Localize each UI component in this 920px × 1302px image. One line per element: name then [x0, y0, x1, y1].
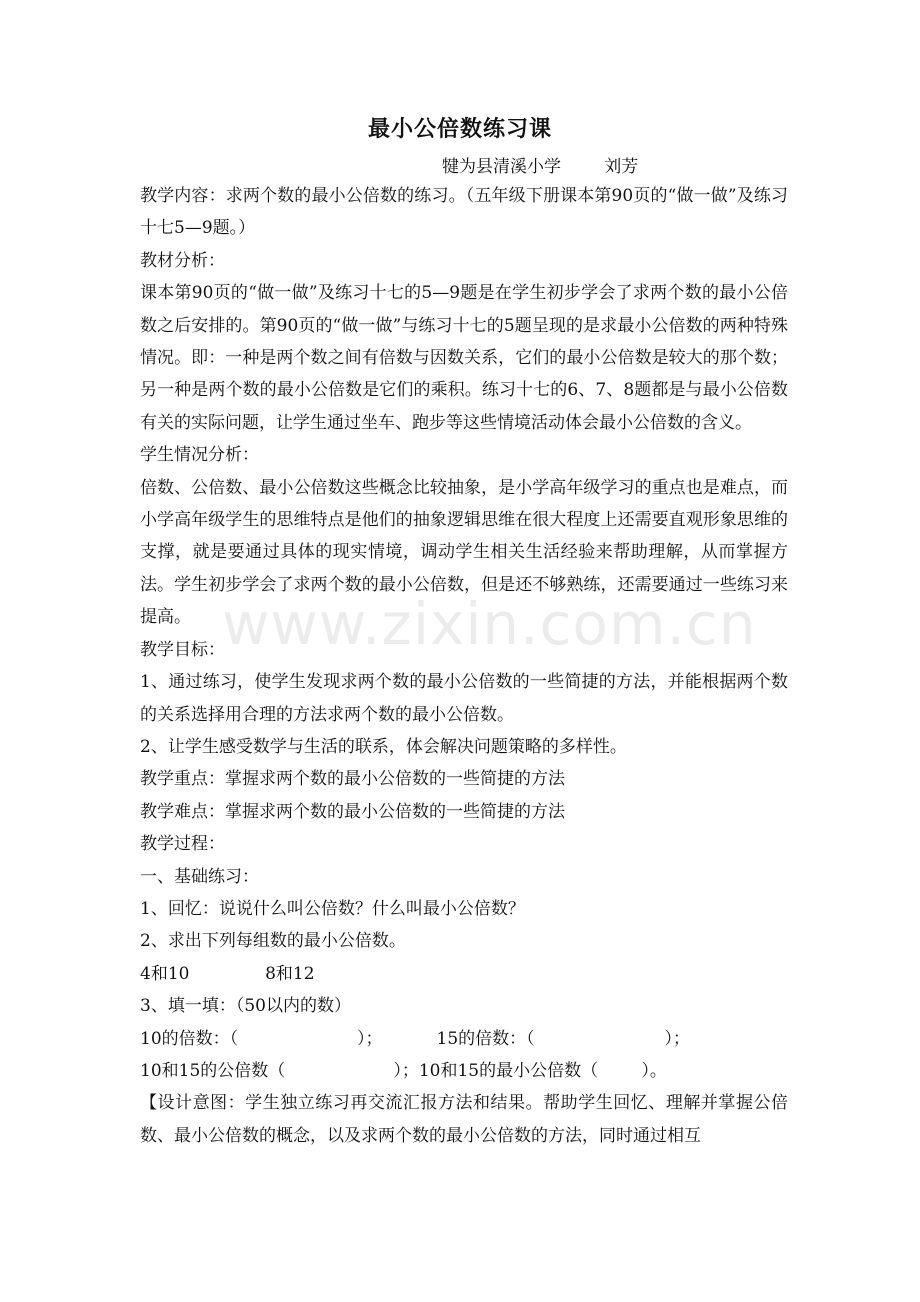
exercise-2: 2、求出下列每组数的最小公倍数。	[140, 931, 406, 952]
section-heading-student-analysis: 学生情况分析：	[140, 445, 259, 466]
page-title: 最小公倍数练习课	[367, 117, 552, 142]
design-intent-paragraph: 【设计意图：学生独立练习再交流汇报方法和结果。帮助学生回忆、理解并掌握公倍数、最小公倍数的概念，以及求两个数的最小公倍数的方法，同时通过相互	[140, 1093, 788, 1146]
material-analysis-paragraph: 课本第90页的“做一做”及练习十七的5—9题是在学生初步学会了求两个数的最小公倍数之后安排的。第90页的“做一做”与练习十七的5题呈现的是求最小公倍数的两种特殊情况。即：一种是两个数之间有倍数与因数关系，它们的最小公倍数是较大的那个数；另一种是两个数的最小公倍数是它们的乘积。练习十七的6、7、8题都是与最小公倍数有关的实际问题，让学生通过坐车、跑步等这些情境活动体会最小公倍数的含义。	[140, 283, 788, 433]
author-line: 犍为县清溪小学 刘芳	[442, 157, 639, 177]
document-body	[140, 180, 788, 1152]
exercise-2-number-pairs: 4和10 8和12	[140, 963, 315, 984]
teaching-difficulty: 教学难点：掌握求两个数的最小公倍数的一些简捷的方法	[140, 801, 565, 822]
section-heading-material-analysis: 教材分析：	[140, 250, 225, 271]
section-heading-teaching-process: 教学过程：	[140, 834, 225, 855]
teaching-key-point: 教学重点：掌握求两个数的最小公倍数的一些简捷的方法	[140, 769, 565, 790]
exercise-3-common-multiples-line: 10和15的公倍数（ ）；10和15的最小公倍数（ ）。	[140, 1060, 667, 1081]
exercise-1: 1、回忆：说说什么叫公倍数？什么叫最小公倍数？	[140, 898, 525, 919]
goal-item-2: 2、让学生感受数学与生活的联系，体会解决问题策略的多样性。	[140, 736, 627, 757]
exercise-3: 3、填一填：（50以内的数）	[140, 996, 351, 1017]
exercise-3-multiples-line: 10的倍数：（ ）； 15的倍数：（ ）；	[140, 1028, 690, 1049]
student-analysis-paragraph: 倍数、公倍数、最小公倍数这些概念比较抽象，是小学高年级学习的重点也是难点，而小学高年级学生的思维特点是他们的抽象逻辑思维在很大程度上还需要直观形象思维的支撑，就是要通过具体的现实情境，调动学生相关生活经验来帮助理解，从而掌握方法。学生初步学会了求两个数的最小公倍数，但是还不够熟练，还需要通过一些练习来提高。	[140, 477, 788, 628]
teaching-content-paragraph: 教学内容：求两个数的最小公倍数的练习。（五年级下册课本第90页的“做一做”及练习十七5—9题。）	[140, 186, 788, 239]
section-heading-teaching-goals: 教学目标：	[140, 639, 225, 660]
subsection-basic-practice: 一、基础练习：	[140, 866, 259, 887]
watermark-text: www.zixin.com.cn	[222, 590, 757, 658]
goal-item-1: 1、通过练习，使学生发现求两个数的最小公倍数的一些简捷的方法，并能根据两个数的关系选择用合理的方法求两个数的最小公倍数。	[140, 672, 788, 725]
